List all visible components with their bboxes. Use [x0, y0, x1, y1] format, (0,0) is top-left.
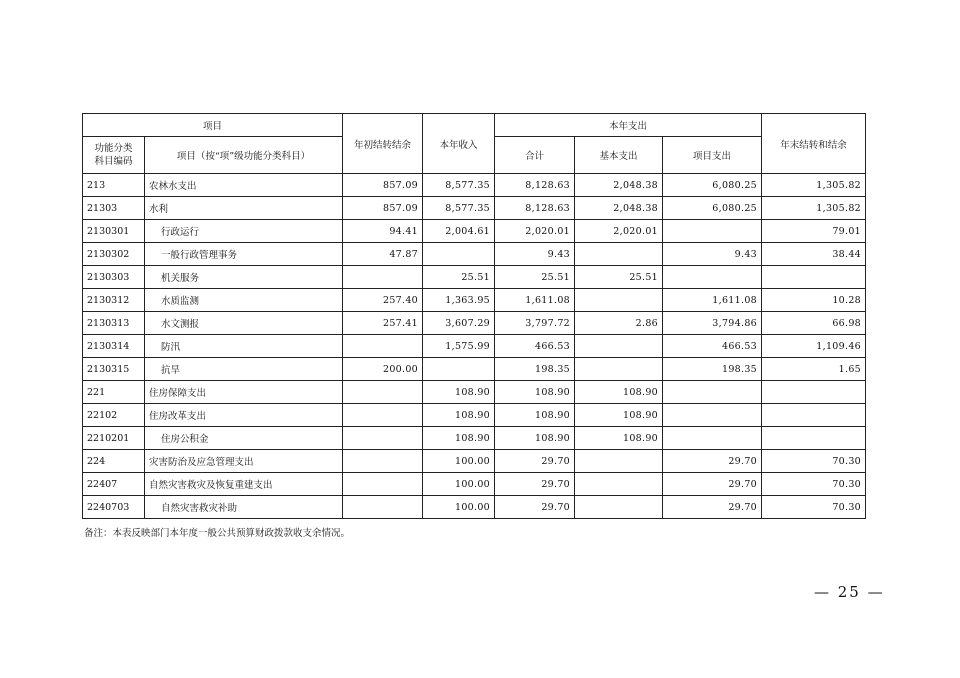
name-cell: 水文测报 [145, 312, 343, 335]
header-expenditure-group: 本年支出 [495, 114, 762, 137]
income-cell: 100.00 [423, 473, 495, 496]
code-cell: 21303 [83, 197, 145, 220]
basic-cell: 2,048.38 [575, 174, 663, 197]
project-cell: 3,794.86 [663, 312, 762, 335]
header-closing-balance: 年末结转和结余 [762, 114, 866, 174]
basic-cell [575, 289, 663, 312]
opening-cell [343, 266, 423, 289]
opening-cell [343, 473, 423, 496]
income-cell: 2,004.61 [423, 220, 495, 243]
closing-cell [762, 381, 866, 404]
table-row [83, 404, 866, 427]
income-cell: 108.90 [423, 381, 495, 404]
project-cell [663, 220, 762, 243]
opening-cell [343, 450, 423, 473]
code-cell: 22407 [83, 473, 145, 496]
project-cell: 6,080.25 [663, 197, 762, 220]
basic-cell [575, 450, 663, 473]
closing-cell: 70.30 [762, 473, 866, 496]
project-cell: 1,611.08 [663, 289, 762, 312]
header-func-code [83, 137, 145, 174]
income-cell: 3,607.29 [423, 312, 495, 335]
closing-cell: 1,305.82 [762, 197, 866, 220]
total-cell: 3,797.72 [495, 312, 575, 335]
name-cell: 机关服务 [145, 266, 343, 289]
name-cell: 防汛 [145, 335, 343, 358]
total-cell: 8,128.63 [495, 174, 575, 197]
table-row [83, 473, 866, 496]
basic-cell [575, 243, 663, 266]
table-row [83, 427, 866, 450]
header-item-name: 项目（按“项”级功能分类科目） [145, 137, 343, 174]
income-cell: 100.00 [423, 496, 495, 519]
table-row [83, 496, 866, 519]
table-body [83, 174, 866, 519]
table-row [83, 243, 866, 266]
opening-cell [343, 427, 423, 450]
code-cell: 2130303 [83, 266, 145, 289]
total-cell: 108.90 [495, 427, 575, 450]
project-cell: 9.43 [663, 243, 762, 266]
basic-cell: 108.90 [575, 381, 663, 404]
code-cell: 224 [83, 450, 145, 473]
project-cell: 6,080.25 [663, 174, 762, 197]
total-cell: 25.51 [495, 266, 575, 289]
project-cell: 29.70 [663, 473, 762, 496]
name-cell: 一般行政管理事务 [145, 243, 343, 266]
code-cell: 221 [83, 381, 145, 404]
opening-cell [343, 404, 423, 427]
basic-cell [575, 473, 663, 496]
project-cell: 29.70 [663, 450, 762, 473]
closing-cell: 70.30 [762, 496, 866, 519]
code-cell: 213 [83, 174, 145, 197]
project-cell [663, 266, 762, 289]
header-income: 本年收入 [423, 114, 495, 174]
closing-cell: 1.65 [762, 358, 866, 381]
opening-cell [343, 335, 423, 358]
opening-cell: 857.09 [343, 174, 423, 197]
table-note: 备注：本表反映部门本年度一般公共预算财政拨款收支余情况。 [84, 528, 351, 539]
closing-cell: 1,109.46 [762, 335, 866, 358]
total-cell: 9.43 [495, 243, 575, 266]
closing-cell: 70.30 [762, 450, 866, 473]
name-cell: 水利 [145, 197, 343, 220]
table-row [83, 197, 866, 220]
closing-cell: 66.98 [762, 312, 866, 335]
basic-cell [575, 358, 663, 381]
opening-cell: 47.87 [343, 243, 423, 266]
opening-cell: 857.09 [343, 197, 423, 220]
header-total: 合计 [495, 137, 575, 174]
table-row [83, 174, 866, 197]
income-cell: 8,577.35 [423, 174, 495, 197]
name-cell: 农林水支出 [145, 174, 343, 197]
name-cell: 水质监测 [145, 289, 343, 312]
table-row [83, 381, 866, 404]
table-row [83, 289, 866, 312]
basic-cell: 2,048.38 [575, 197, 663, 220]
code-cell: 2130301 [83, 220, 145, 243]
income-cell: 108.90 [423, 404, 495, 427]
closing-cell: 1,305.82 [762, 174, 866, 197]
opening-cell: 257.41 [343, 312, 423, 335]
opening-cell [343, 496, 423, 519]
income-cell [423, 243, 495, 266]
basic-cell: 25.51 [575, 266, 663, 289]
code-cell: 2130315 [83, 358, 145, 381]
total-cell: 29.70 [495, 450, 575, 473]
name-cell: 行政运行 [145, 220, 343, 243]
table-row [83, 358, 866, 381]
total-cell: 8,128.63 [495, 197, 575, 220]
closing-cell [762, 266, 866, 289]
closing-cell [762, 404, 866, 427]
income-cell: 1,575.99 [423, 335, 495, 358]
project-cell: 466.53 [663, 335, 762, 358]
table-row [83, 335, 866, 358]
total-cell: 1,611.08 [495, 289, 575, 312]
total-cell: 108.90 [495, 404, 575, 427]
project-cell [663, 381, 762, 404]
opening-cell [343, 381, 423, 404]
project-cell [663, 427, 762, 450]
opening-cell: 257.40 [343, 289, 423, 312]
income-cell: 100.00 [423, 450, 495, 473]
total-cell: 29.70 [495, 496, 575, 519]
code-cell: 2130314 [83, 335, 145, 358]
income-cell [423, 358, 495, 381]
basic-cell [575, 335, 663, 358]
code-cell: 2130313 [83, 312, 145, 335]
name-cell: 抗旱 [145, 358, 343, 381]
closing-cell: 38.44 [762, 243, 866, 266]
project-cell: 29.70 [663, 496, 762, 519]
name-cell: 自然灾害救灾补助 [145, 496, 343, 519]
income-cell: 25.51 [423, 266, 495, 289]
name-cell: 住房公积金 [145, 427, 343, 450]
total-cell: 466.53 [495, 335, 575, 358]
closing-cell [762, 427, 866, 450]
project-cell [663, 404, 762, 427]
code-cell: 2210201 [83, 427, 145, 450]
name-cell: 住房保障支出 [145, 381, 343, 404]
header-basic: 基本支出 [575, 137, 663, 174]
total-cell: 108.90 [495, 381, 575, 404]
page-number: — 25 — [814, 583, 885, 601]
basic-cell: 2.86 [575, 312, 663, 335]
code-cell: 22102 [83, 404, 145, 427]
table-row [83, 450, 866, 473]
total-cell: 29.70 [495, 473, 575, 496]
income-cell: 1,363.95 [423, 289, 495, 312]
code-cell: 2240703 [83, 496, 145, 519]
header-opening-balance: 年初结转结余 [343, 114, 423, 174]
income-cell: 8,577.35 [423, 197, 495, 220]
opening-cell: 200.00 [343, 358, 423, 381]
total-cell: 198.35 [495, 358, 575, 381]
name-cell: 灾害防治及应急管理支出 [145, 450, 343, 473]
project-cell: 198.35 [663, 358, 762, 381]
basic-cell: 108.90 [575, 404, 663, 427]
table-row [83, 220, 866, 243]
code-cell: 2130302 [83, 243, 145, 266]
name-cell: 自然灾害救灾及恢复重建支出 [145, 473, 343, 496]
budget-table [82, 113, 866, 519]
total-cell: 2,020.01 [495, 220, 575, 243]
header-item-group: 项目 [83, 114, 343, 137]
basic-cell: 2,020.01 [575, 220, 663, 243]
opening-cell: 94.41 [343, 220, 423, 243]
name-cell: 住房改革支出 [145, 404, 343, 427]
basic-cell [575, 496, 663, 519]
code-cell: 2130312 [83, 289, 145, 312]
closing-cell: 79.01 [762, 220, 866, 243]
header-func-code-line1: 功能分类 [94, 143, 133, 154]
closing-cell: 10.28 [762, 289, 866, 312]
income-cell: 108.90 [423, 427, 495, 450]
header-func-code-line2: 科目编码 [94, 156, 133, 167]
basic-cell: 108.90 [575, 427, 663, 450]
table-row [83, 312, 866, 335]
table-row [83, 266, 866, 289]
header-project: 项目支出 [663, 137, 762, 174]
